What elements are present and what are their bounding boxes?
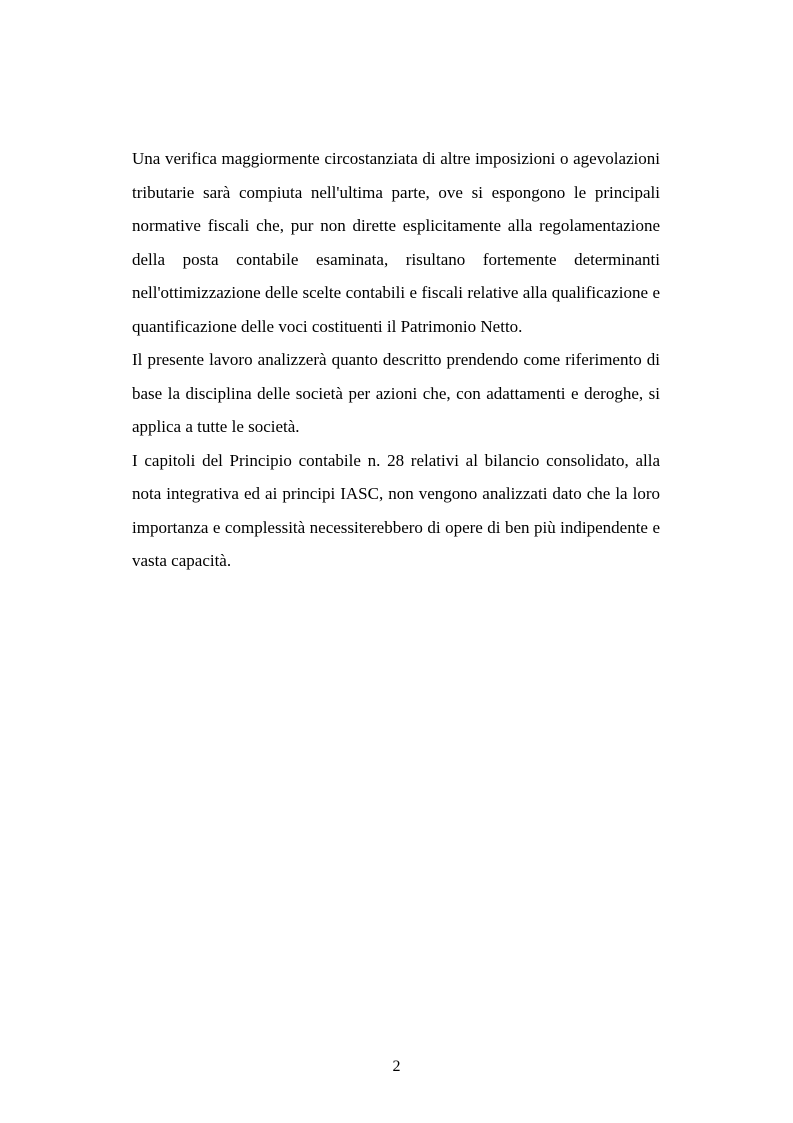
paragraph-2: Il presente lavoro analizzerà quanto descritto prendendo come riferimento di base la disciplina delle società per azioni che, con adattamenti e deroghe, si applica a tutte le società. xyxy=(132,350,660,436)
paragraph-1: Una verifica maggiormente circostanziata di altre imposizioni o agevolazioni tributarie sarà compiuta nell'ultima parte, ove si espongono le principali normative fiscali che, pur non dirette esplicitamente alla regolamentazione della posta contabile esaminata, risultano fortemente determinanti nell'ottimizzazione delle scelte contabili e fiscali relative alla qualificazione e quantificazione delle voci costituenti il Patrimonio Netto. xyxy=(132,149,660,336)
body-text xyxy=(132,142,660,578)
paragraph-3: I capitoli del Principio contabile n. 28 relativi al bilancio consolidato, alla nota integrativa ed ai principi IASC, non vengono analizzati dato che la loro importanza e complessità necessiterebbero di opere di ben più indipendente e vasta capacità. xyxy=(132,450,660,570)
page-number: 2 xyxy=(392,1058,401,1075)
